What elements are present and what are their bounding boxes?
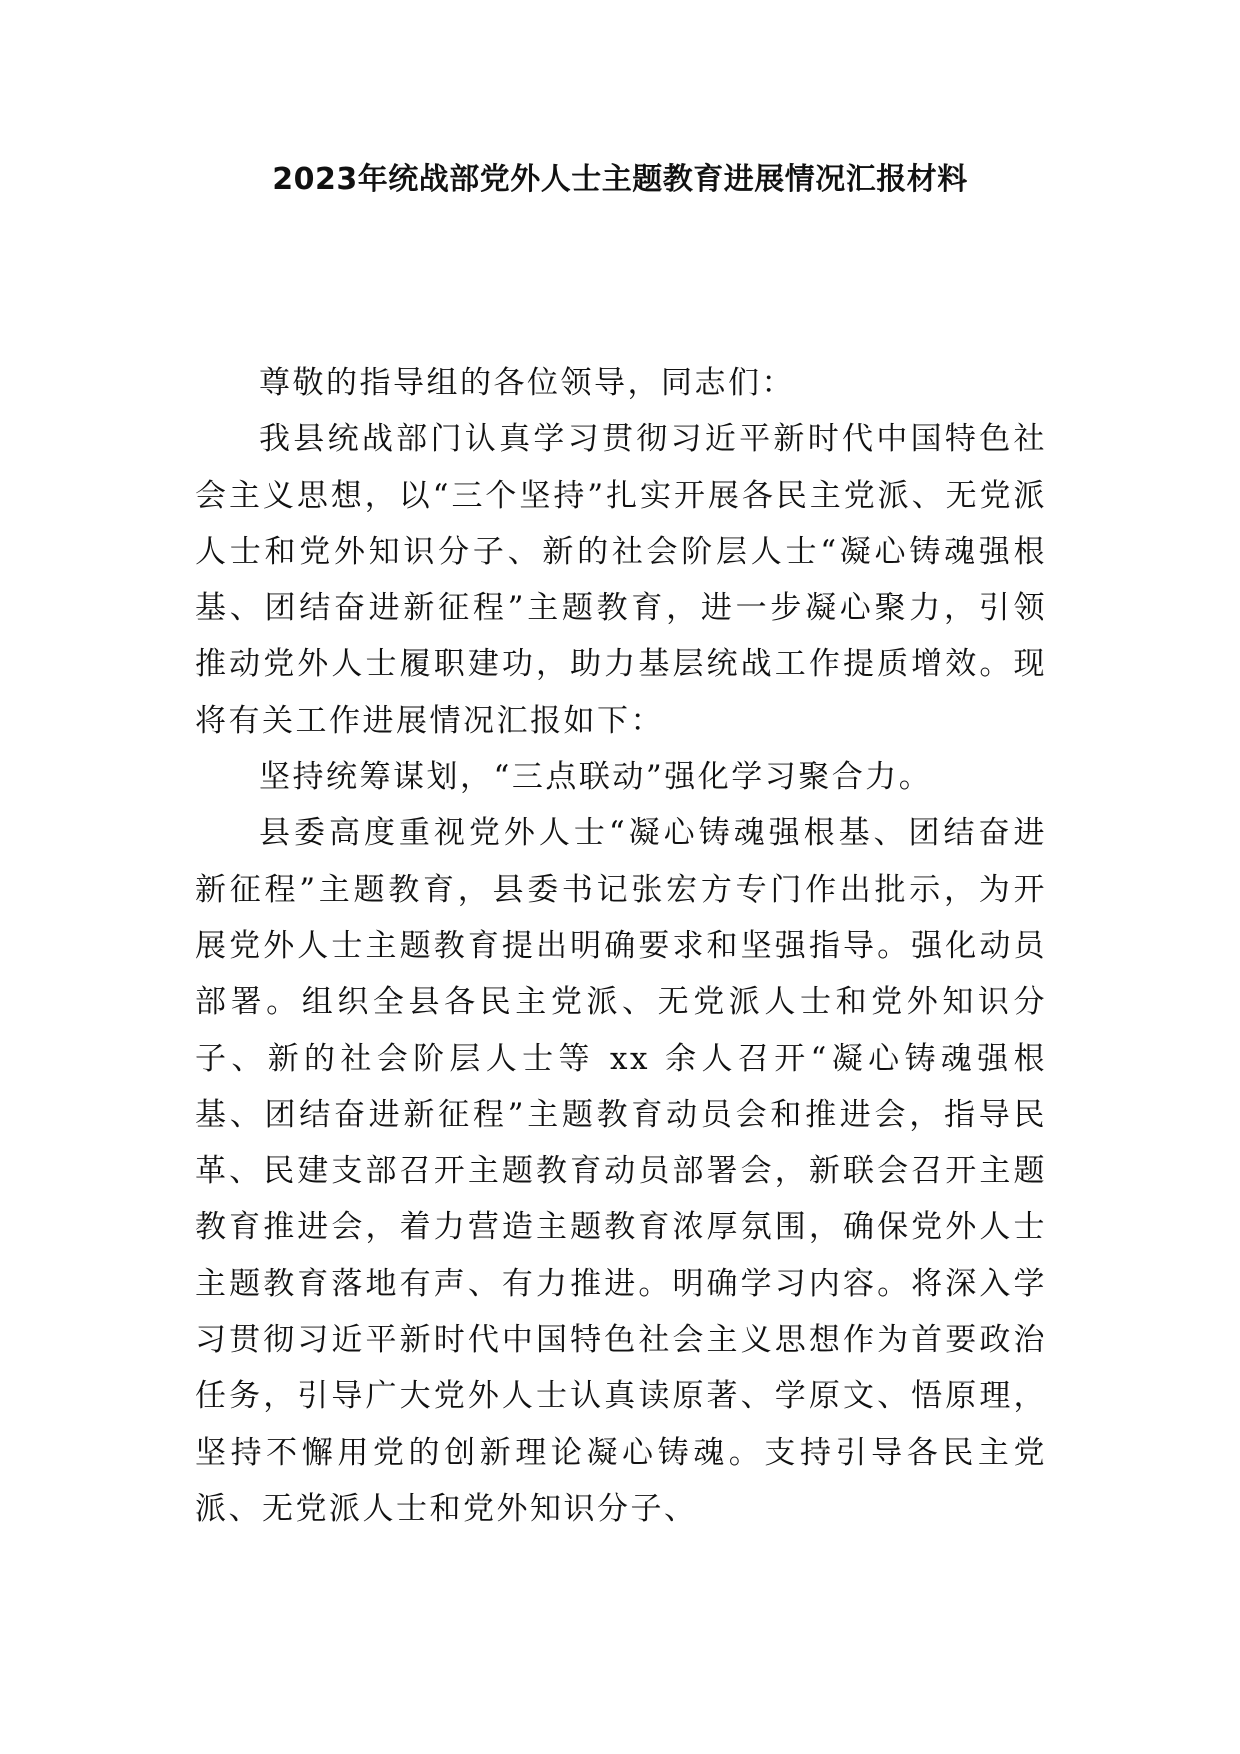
body-paragraph: 县委高度重视党外人士“凝心铸魂强根基、团结奋进新征程”主题教育，县委书记张宏方专门作出批示，为开展党外人士主题教育提出明确要求和坚强指导。强化动员部署。组织全县各民主党派、无党派人士和党外知识分子、新的社会阶层人士等 xx 余人召开“凝心铸魂强根基、团结奋进新征程”主题教育动员会和推进会，指导民革、民建支部召开主题教育动员部署会，新联会召开主题教育推进会，着力营造主题教育浓厚氛围，确保党外人士主题教育落地有声、有力推进。明确学习内容。将深入学习贯彻习近平新时代中国特色社会主义思想作为首要政治任务，引导广大党外人士认真读原著、学原文、悟原理，坚持不懈用党的创新理论凝心铸魂。支持引导各民主党派、无党派人士和党外知识分子、 bbox=[195, 815, 1047, 1527]
intro-paragraph: 我县统战部门认真学习贯彻习近平新时代中国特色社会主义思想，以“三个坚持”扎实开展各民主党派、无党派人士和党外知识分子、新的社会阶层人士“凝心铸魂强根基、团结奋进新征程”主题教育，进一步凝心聚力，引领推动党外人士履职建功，助力基层统战工作提质增效。现将有关工作进展情况汇报如下： bbox=[195, 421, 1047, 739]
salutation-paragraph: 尊敬的指导组的各位领导，同志们： bbox=[259, 365, 795, 401]
document-body bbox=[195, 355, 1047, 1537]
document-title: 2023年统战部党外人士主题教育进展情况汇报材料 bbox=[272, 162, 968, 197]
section-heading-paragraph: 坚持统筹谋划，“三点联动”强化学习聚合力。 bbox=[259, 759, 933, 796]
